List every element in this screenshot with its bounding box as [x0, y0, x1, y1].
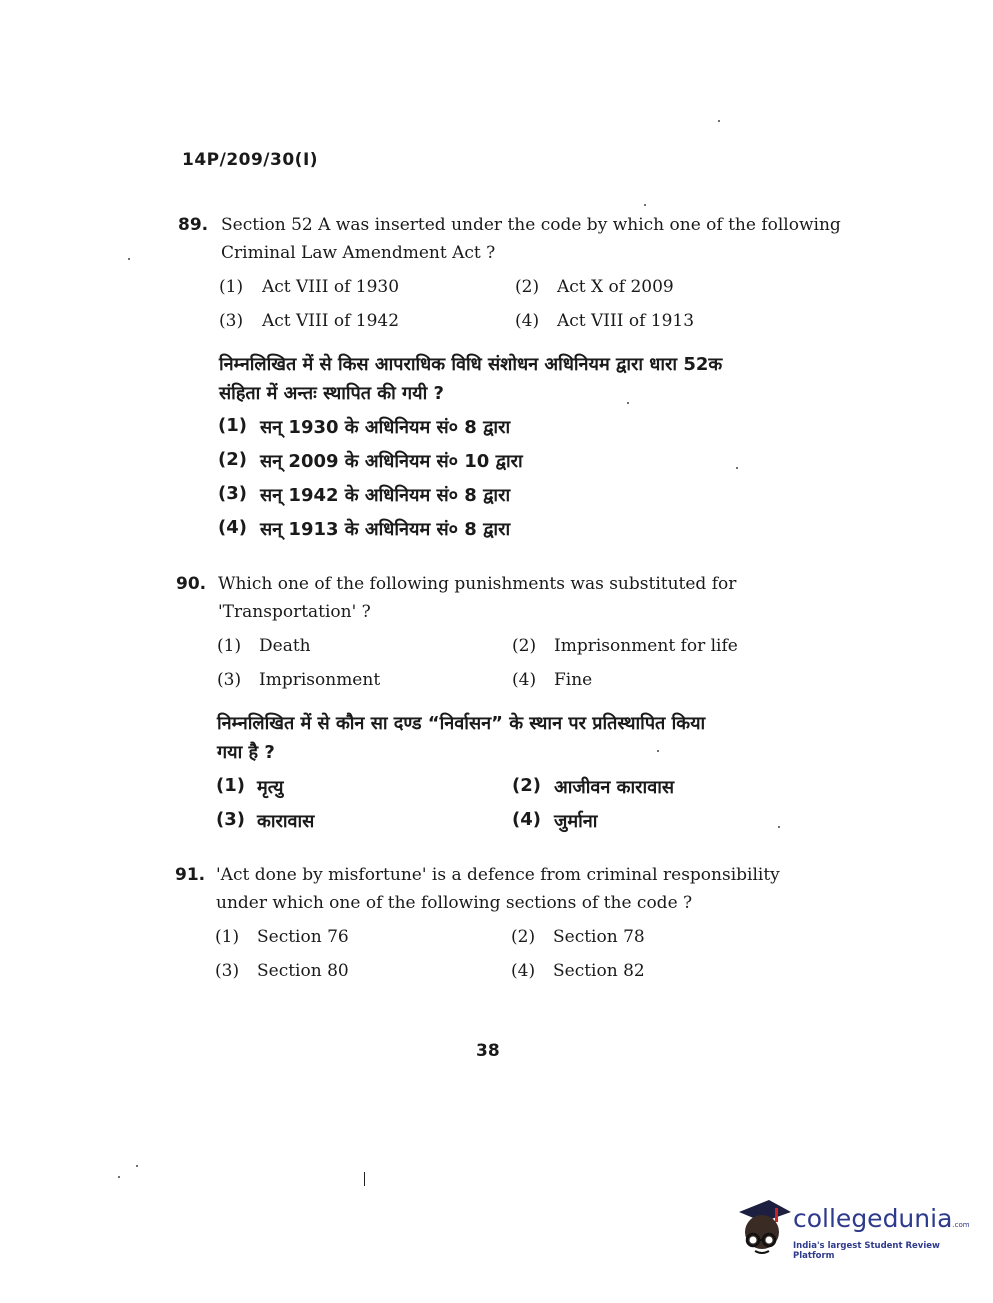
- q89-hindi-option-1-label: (1): [218, 415, 247, 436]
- q90-hindi-option-4-label: (4): [512, 809, 541, 830]
- q90-option-4: Fine: [554, 670, 593, 690]
- q91-option-3: Section 80: [257, 961, 349, 981]
- q89-hindi-option-3: सन् 1942 के अधिनियम सं० 8 द्वारा: [260, 485, 511, 506]
- q90-hindi-option-2: आजीवन कारावास: [554, 777, 675, 798]
- page-number: 38: [476, 1041, 500, 1061]
- question-90-hindi-line1: निम्नलिखित में से कौन सा दण्ड “निर्वासन” के स्थान पर प्रतिस्थापित किया: [217, 713, 706, 734]
- collegedunia-tagline: India's largest Student Review Platform: [793, 1241, 940, 1261]
- q90-hindi-option-1: मृत्यु: [257, 777, 284, 798]
- q89-hindi-option-2: सन् 2009 के अधिनियम सं० 10 द्वारा: [260, 451, 523, 472]
- question-91-text-line1: 'Act done by misfortune' is a defence from criminal responsibility: [216, 865, 780, 885]
- scan-mark: [364, 1172, 365, 1186]
- scan-speck: [736, 467, 738, 469]
- q90-option-2: Imprisonment for life: [554, 636, 738, 656]
- scan-speck: [718, 120, 720, 122]
- question-91-text-line2: under which one of the following sections of the code ?: [216, 893, 693, 913]
- scan-speck: [118, 1176, 120, 1178]
- q89-hindi-option-2-label: (2): [218, 449, 247, 470]
- scan-speck: [644, 204, 646, 206]
- q89-option-4-label: (4): [515, 311, 540, 331]
- question-90-text-line2: 'Transportation' ?: [218, 602, 371, 622]
- q90-option-3-label: (3): [217, 670, 242, 690]
- q91-option-4-label: (4): [511, 961, 536, 981]
- paper-code: 14P/209/30(I): [182, 150, 319, 170]
- q89-option-4: Act VIII of 1913: [557, 311, 695, 331]
- collegedunia-watermark: [735, 1196, 970, 1266]
- q89-option-2: Act X of 2009: [557, 277, 674, 297]
- question-90-text-line1: Which one of the following punishments was substituted for: [218, 574, 737, 594]
- q90-option-4-label: (4): [512, 670, 537, 690]
- q89-option-2-label: (2): [515, 277, 540, 297]
- q89-hindi-option-3-label: (3): [218, 483, 247, 504]
- q91-option-4: Section 82: [553, 961, 645, 981]
- q91-option-1: Section 76: [257, 927, 349, 947]
- brand-name: collegedunia: [793, 1204, 953, 1233]
- question-89-text-line2: Criminal Law Amendment Act ?: [221, 243, 496, 263]
- question-90-hindi-line2: गया है ?: [217, 742, 275, 763]
- q90-option-1-label: (1): [217, 636, 242, 656]
- q89-option-3-label: (3): [219, 311, 244, 331]
- collegedunia-wordmark: [793, 1204, 970, 1233]
- question-90-number: 90.: [176, 574, 207, 594]
- q89-hindi-option-4: सन् 1913 के अधिनियम सं० 8 द्वारा: [260, 519, 511, 540]
- question-91-number: 91.: [175, 865, 206, 885]
- q89-option-1: Act VIII of 1930: [262, 277, 400, 297]
- scan-speck: [627, 402, 629, 404]
- q90-option-2-label: (2): [512, 636, 537, 656]
- q89-option-3: Act VIII of 1942: [262, 311, 400, 331]
- q89-hindi-option-4-label: (4): [218, 517, 247, 538]
- brand-suffix: .com: [952, 1221, 970, 1229]
- question-89-hindi-line2: संहिता में अन्तः स्थापित की गयी ?: [219, 383, 444, 404]
- q89-hindi-option-1: सन् 1930 के अधिनियम सं० 8 द्वारा: [260, 417, 511, 438]
- q90-hindi-option-1-label: (1): [216, 775, 245, 796]
- q90-hindi-option-4: जुर्माना: [554, 811, 598, 832]
- scan-speck: [778, 826, 780, 828]
- q90-option-1: Death: [259, 636, 311, 656]
- q89-option-1-label: (1): [219, 277, 244, 297]
- q90-hindi-option-3-label: (3): [216, 809, 245, 830]
- q91-option-3-label: (3): [215, 961, 240, 981]
- q90-option-3: Imprisonment: [259, 670, 381, 690]
- scan-speck: [128, 258, 130, 260]
- scan-speck: [657, 750, 659, 752]
- q90-hindi-option-2-label: (2): [512, 775, 541, 796]
- q91-option-2-label: (2): [511, 927, 536, 947]
- question-89-text-line1: Section 52 A was inserted under the code by which one of the following: [221, 215, 841, 235]
- question-89-hindi-line1: निम्नलिखित में से किस आपराधिक विधि संशोधन अधिनियम द्वारा धारा 52क: [219, 354, 723, 375]
- scan-speck: [136, 1165, 138, 1167]
- q90-hindi-option-3: कारावास: [257, 811, 315, 832]
- question-89-number: 89.: [178, 215, 209, 235]
- q91-option-2: Section 78: [553, 927, 645, 947]
- collegedunia-mascot-icon: [735, 1196, 793, 1258]
- q91-option-1-label: (1): [215, 927, 240, 947]
